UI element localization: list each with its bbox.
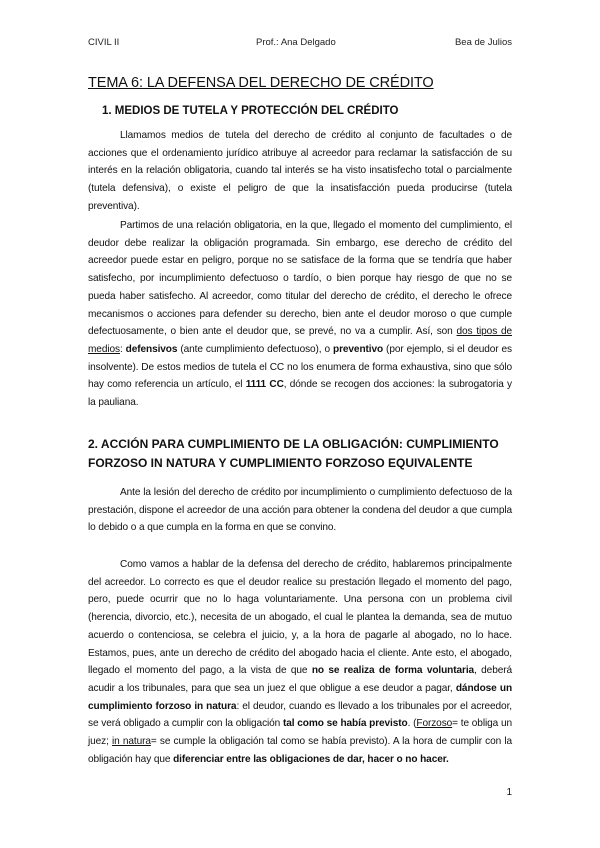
document-title: TEMA 6: LA DEFENSA DEL DERECHO DE CRÉDITO xyxy=(88,75,434,91)
page-header xyxy=(88,37,512,51)
bold-text: dándose un cumplimiento forzoso in natura xyxy=(88,682,513,712)
paragraph-2 xyxy=(88,217,512,412)
text-run: , deberá acudir a los tribunales, para que sea un juez el que obligue a ese deudor a pagar, xyxy=(88,665,512,694)
paragraph-4 xyxy=(88,556,512,768)
text-run: , dónde se recogen dos acciones: la subrogatoria y la pauliana. xyxy=(88,379,512,409)
text-run: : xyxy=(119,343,126,355)
header-author: Bea de Julios xyxy=(454,37,512,48)
section-1-heading: 1. MEDIOS DE TUTELA Y PROTECCIÓN DEL CRÉDITO xyxy=(102,105,399,117)
text-run: : el deudor, cuando es llevado a los tribunales por el acreedor, se verá obligado a cumplir con la obligación xyxy=(88,700,512,730)
page-number: 1 xyxy=(506,787,512,798)
text-run: Como vamos a hablar de la defensa del derecho de crédito, hablaremos principalmente del acreedor. Lo correcto es que el deudor realice su prestación llegado el momento del pago, pero, puede ocurrir que no lo haga voluntariamente. Una persona con un problema civil (herencia, divorcio, etc.), necesita de un abogado, el cual le plantea la demanda, sea de mutuo acuerdo o contenciosa, se celebra el juicio, y, a la hora de pagarle al abogado, no lo hace. Estamos, pues, ante un derecho de crédito del abogado hacia el cliente. Ante esto, el abogado, llegado el momento del pago, a la vista de que xyxy=(88,559,512,677)
bold-text: diferenciar entre las obligaciones de dar, hacer o no hacer. xyxy=(173,753,449,765)
header-professor: Prof.: Ana Delgado xyxy=(256,37,336,48)
bold-text: tal como se había previsto xyxy=(283,718,408,730)
text-run: . ( xyxy=(407,718,417,730)
bold-text: 1111 CC xyxy=(245,379,284,391)
paragraph-3: Ante la lesión del derecho de crédito por incumplimiento o cumplimiento defectuoso de la prestación, dispone el acreedor de una acción para obtener la condena del deudor a que cumpla lo debido o a que cumpla en la forma en que se convino. xyxy=(88,487,512,534)
text-run: (ante cumplimiento defectuoso), o xyxy=(177,343,334,355)
text-run: (por ejemplo, si el deudor es insolvente). De estos medios de tutela el CC no los enumera de forma exhaustiva, sino que sólo hay como referencia un artículo, el xyxy=(88,343,512,391)
bold-text: no se realiza de forma voluntaria xyxy=(311,665,475,677)
text-run: = te obliga un juez; xyxy=(88,718,512,748)
underlined-text: in natura xyxy=(112,736,151,748)
underlined-text: Forzoso xyxy=(416,718,453,730)
text-run: Partimos de una relación obligatoria, en la que, llegado el momento del cumplimiento, el deudor debe realizar la obligación programada. Sin embargo, ese derecho de crédito del acreedor puede estar en peligro, porque no se satisface de la forma que se tendría que haber satisfecho, por incumplimiento defectuoso o tardío, o bien porque hay riesgo de que no se pueda haber satisfecho. Al acreedor, como titular del derecho de crédito, el derecho le ofrece mecanismos o acciones para defender su derecho, bien ante el deudor moroso o que cumple defectuosamente, o bien ante el deudor que, se prevé, no va a cumplir. Así, son xyxy=(88,220,512,338)
header-course: CIVIL II xyxy=(88,37,120,48)
text-run: = se cumple la obligación tal como se había previsto). A la hora de cumplir con la obligación hay que xyxy=(88,736,512,765)
paragraph-1: Llamamos medios de tutela del derecho de crédito al conjunto de facultades o de acciones que el ordenamiento jurídico atribuye al acreedor para reclamar la satisfacción de su interés en la relación obligatoria, cuando tal interés se ha visto insatisfecho total o parcialmente (tutela defensiva), o existe el peligro de que la insatisfacción pueda producirse (tutela preventiva). xyxy=(88,130,512,212)
underlined-text: dos tipos de medios xyxy=(88,326,512,355)
section-2-heading: 2. ACCIÓN PARA CUMPLIMIENTO DE LA OBLIGACIÓN: CUMPLIMIENTO FORZOSO IN NATURA Y CUMPLIMIENTO FORZOSO EQUIVALENTE xyxy=(88,437,499,470)
bold-text: preventivo xyxy=(333,343,384,355)
bold-text: defensivos xyxy=(125,343,178,355)
